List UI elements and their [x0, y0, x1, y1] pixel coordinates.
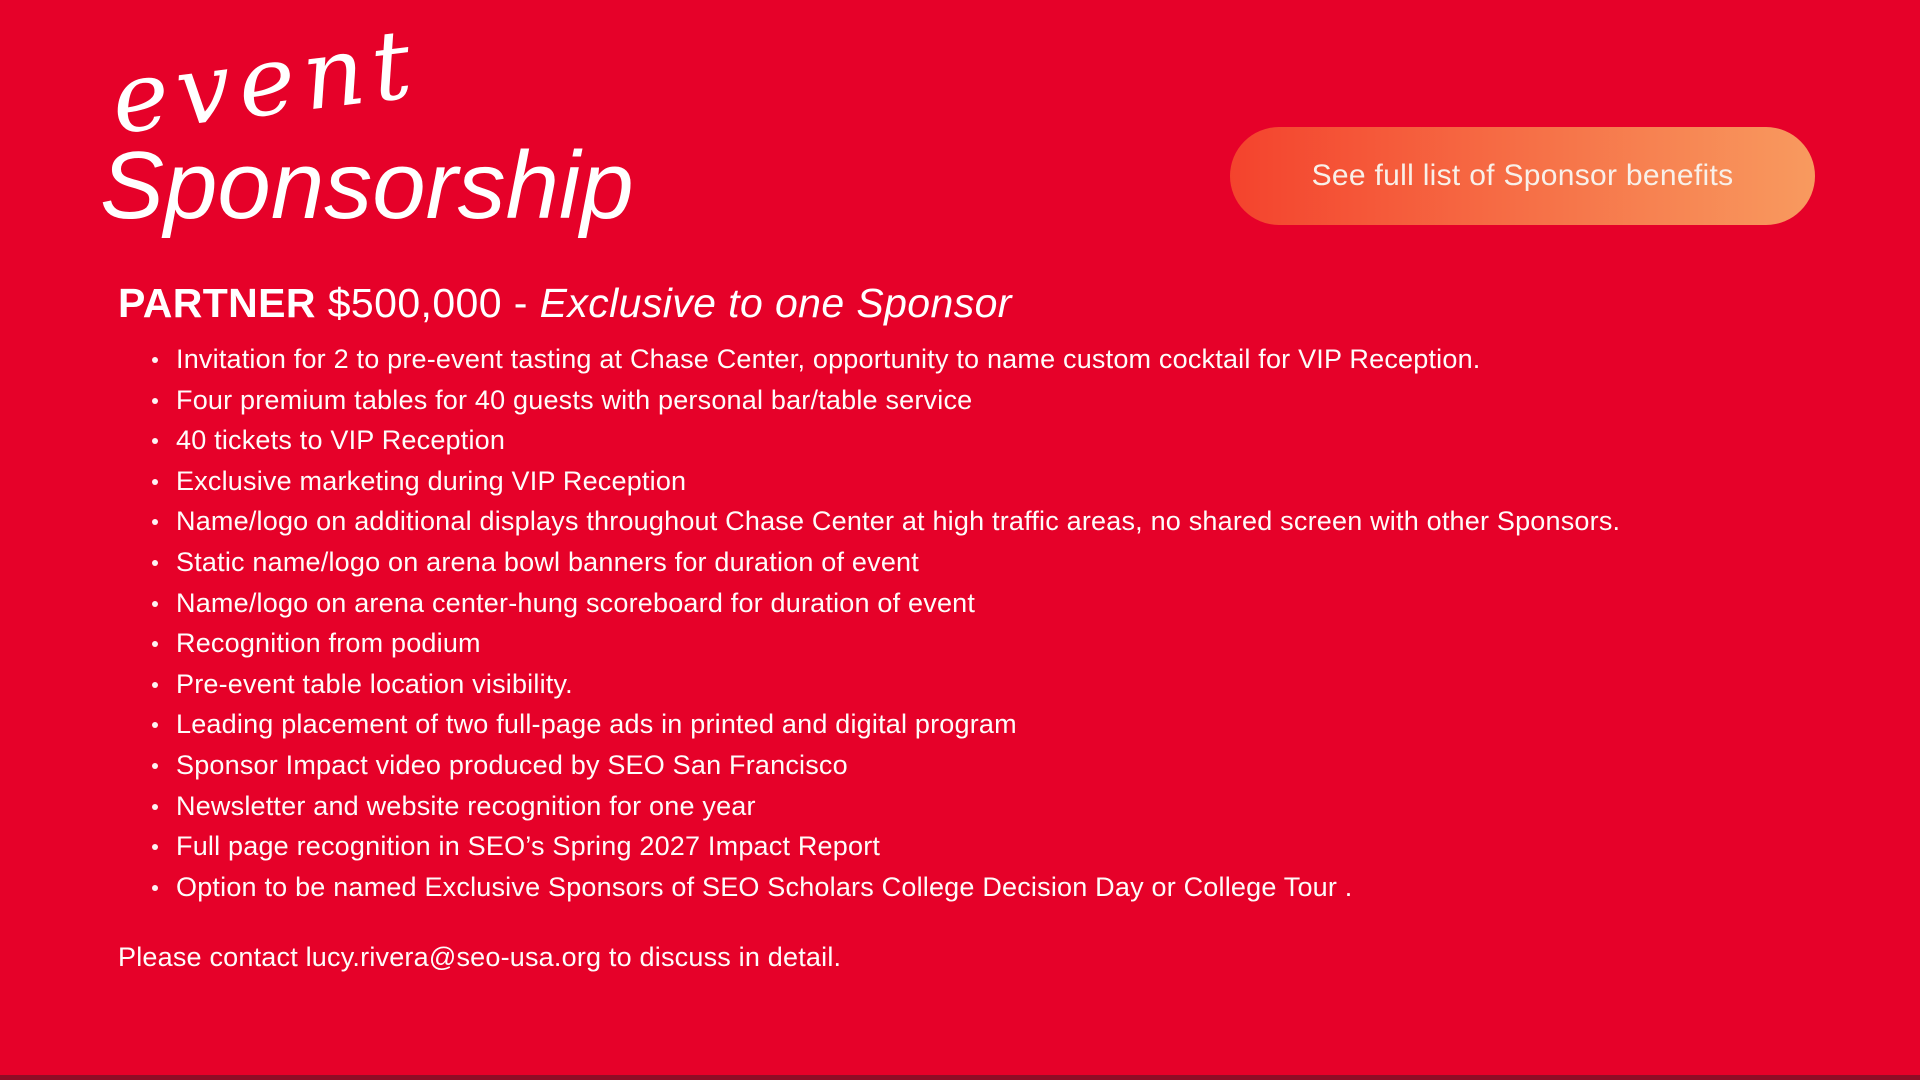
- benefit-item: Full page recognition in SEO’s Spring 2027 Impact Report: [150, 826, 1620, 867]
- page-title: Sponsorship: [100, 132, 634, 239]
- benefits-list: [150, 339, 1620, 907]
- benefit-item: Static name/logo on arena bowl banners for duration of event: [150, 542, 1620, 583]
- benefit-item: Option to be named Exclusive Sponsors of SEO Scholars College Decision Day or College Tour .: [150, 867, 1620, 908]
- bottom-strip: [0, 1075, 1920, 1080]
- benefit-item: Newsletter and website recognition for one year: [150, 786, 1620, 827]
- title-script-event: event: [105, 7, 425, 156]
- benefit-item: Name/logo on arena center-hung scoreboard for duration of event: [150, 583, 1620, 624]
- sponsor-benefits-button[interactable]: [1230, 127, 1815, 225]
- benefit-item: 40 tickets to VIP Reception: [150, 420, 1620, 461]
- benefit-item: Name/logo on additional displays throughout Chase Center at high traffic areas, no shared screen with other Sponsors.: [150, 501, 1620, 542]
- benefit-item: Four premium tables for 40 guests with personal bar/table service: [150, 380, 1620, 421]
- tier-exclusivity: Exclusive to one Sponsor: [539, 280, 1012, 326]
- benefit-item: Invitation for 2 to pre-event tasting at Chase Center, opportunity to name custom cocktail for VIP Reception.: [150, 339, 1620, 380]
- tier-price: $500,000 -: [327, 280, 528, 326]
- contact-note: Please contact lucy.rivera@seo-usa.org to discuss in detail.: [118, 942, 842, 972]
- benefit-item: Exclusive marketing during VIP Reception: [150, 461, 1620, 502]
- benefit-item: Recognition from podium: [150, 623, 1620, 664]
- benefit-item: Leading placement of two full-page ads in printed and digital program: [150, 704, 1620, 745]
- tier-name: PARTNER: [118, 280, 316, 326]
- sponsor-benefits-button-label: See full list of Sponsor benefits: [1311, 159, 1734, 192]
- tier-heading: [118, 280, 1012, 327]
- benefit-item: Sponsor Impact video produced by SEO San Francisco: [150, 745, 1620, 786]
- benefit-item: Pre-event table location visibility.: [150, 664, 1620, 705]
